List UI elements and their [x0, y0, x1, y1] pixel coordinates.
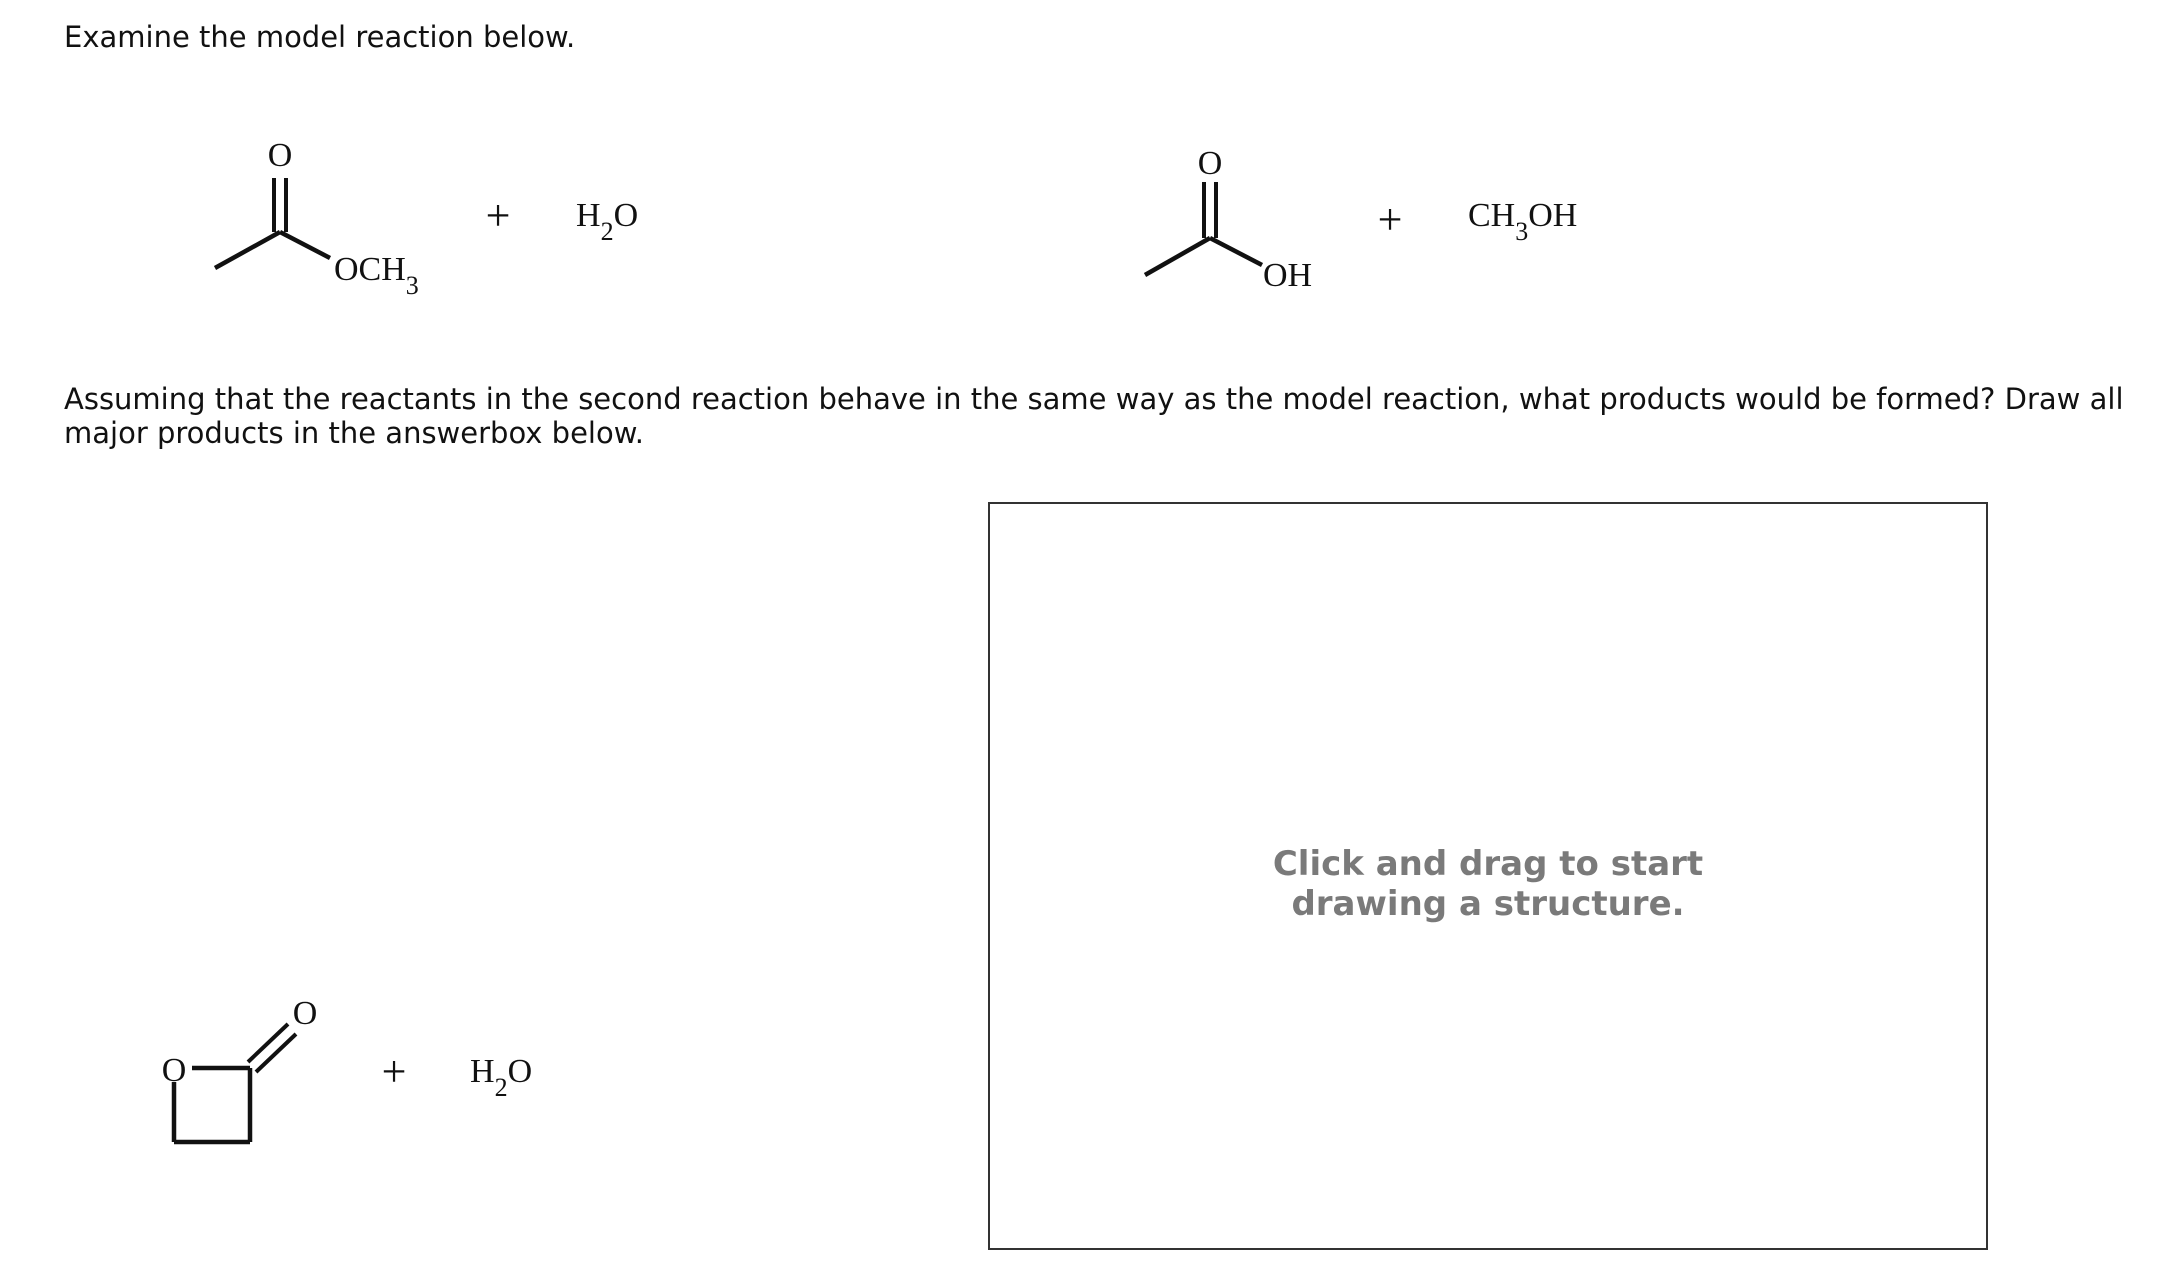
model-water-label: $H_2O$ — [576, 197, 639, 246]
second-plus: + — [381, 1047, 407, 1096]
answer-drawing-box[interactable] — [988, 502, 1988, 1250]
second-ring-oxygen: O — [161, 1052, 187, 1089]
answer-hint-line-1: Click and drag to start — [1272, 844, 1704, 884]
second-carbonyl-oxygen: O — [292, 995, 318, 1032]
question-text: Assuming that the reactants in the second reaction behave in the same way as the model reaction, what products would be formed? Draw all major products in the answerbox below. — [64, 382, 2124, 450]
model-reactant-carbonyl-o: O — [267, 137, 293, 174]
model-product-acid — [1145, 145, 1312, 294]
model-product-carbonyl-o: O — [1197, 145, 1223, 182]
second-reactant-lactone — [162, 995, 318, 1142]
model-product-oh: OH — [1263, 257, 1313, 294]
model-plus-1: + — [485, 191, 511, 240]
model-plus-2: + — [1377, 195, 1403, 244]
answer-hint — [990, 844, 1986, 924]
model-methanol-label: $CH_3OH$ — [1468, 197, 1578, 246]
intro-text: Examine the model reaction below. — [64, 20, 576, 54]
second-water-label: $H_2O$ — [470, 1053, 533, 1102]
answer-hint-line-2: drawing a structure. — [1291, 884, 1685, 924]
model-reactant-ester — [215, 137, 419, 300]
model-reactant-ester-label: $OCH_3$ — [334, 251, 419, 300]
